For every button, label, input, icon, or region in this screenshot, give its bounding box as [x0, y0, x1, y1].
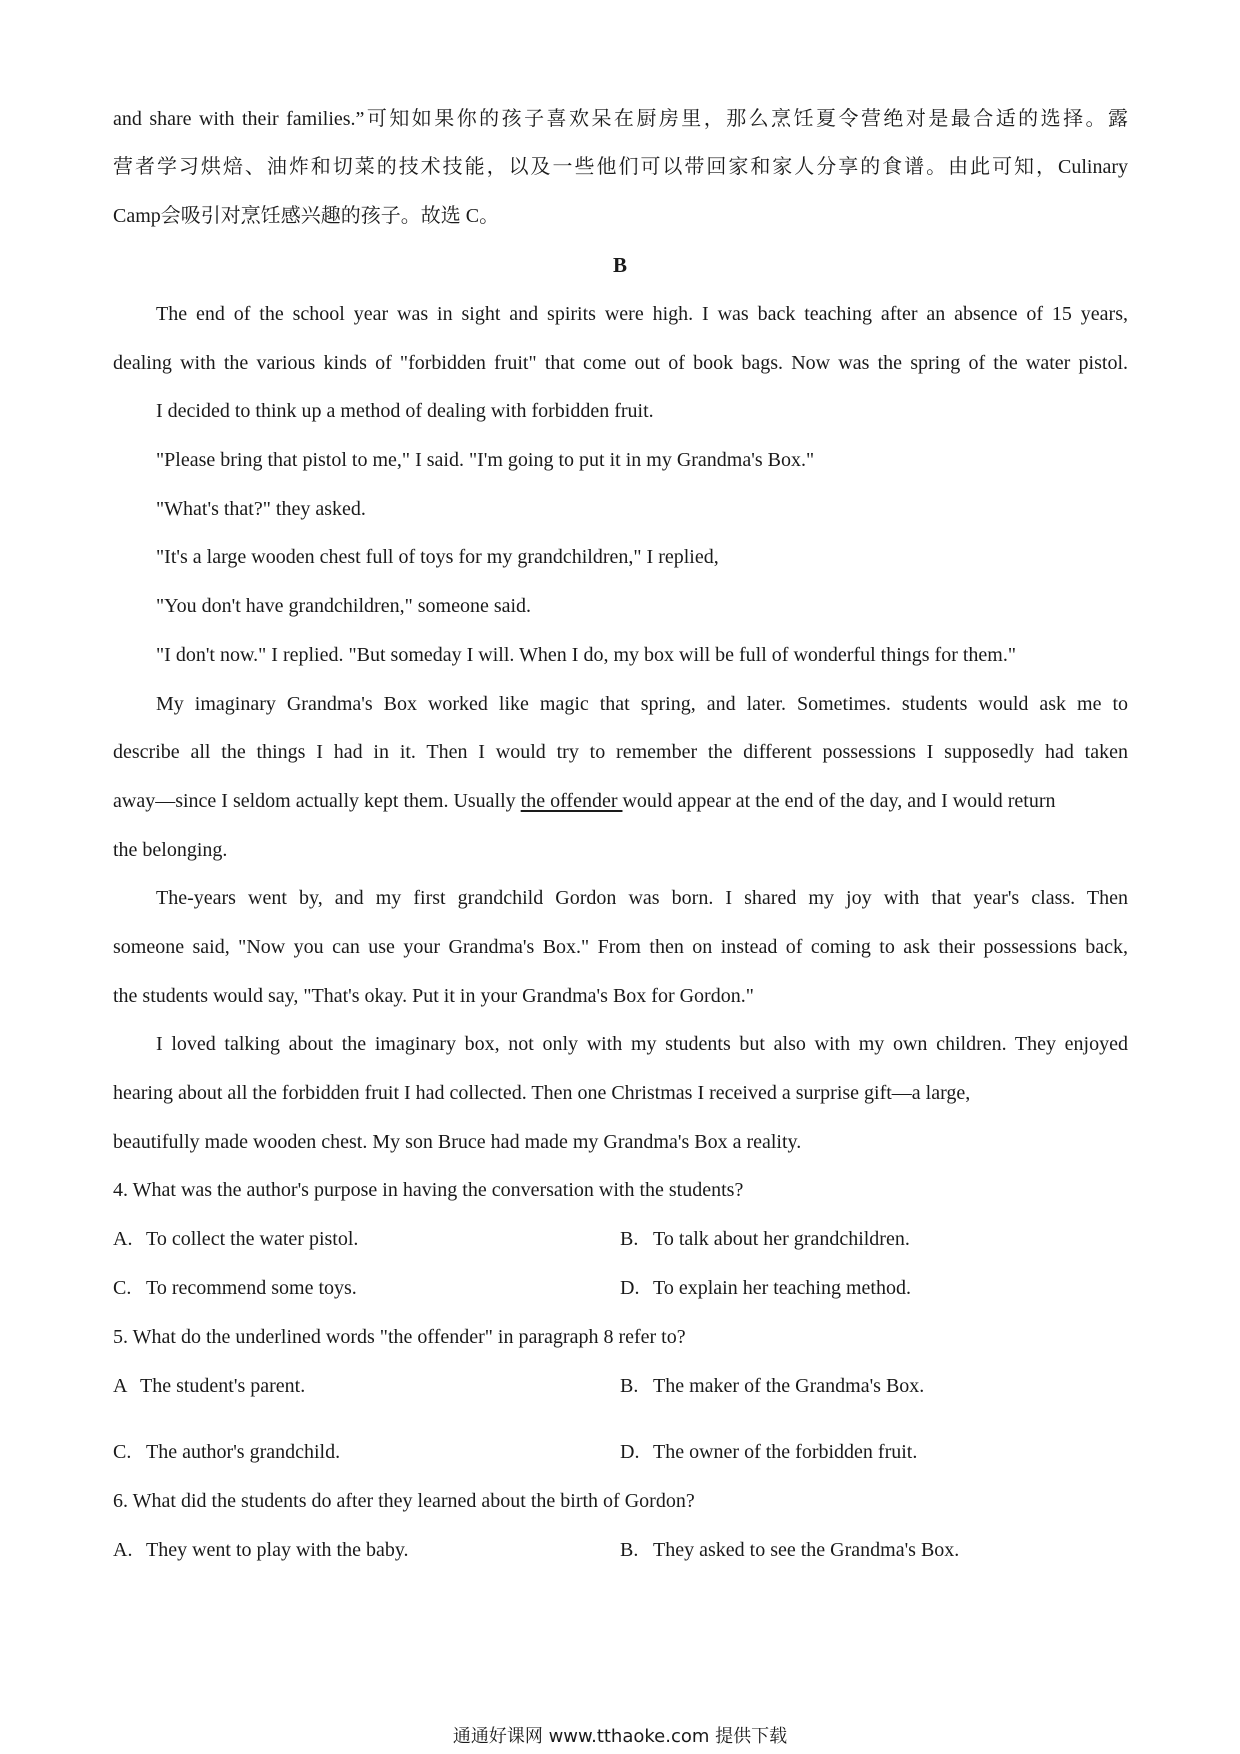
passage-p4: "What's that?" they asked. — [156, 498, 366, 520]
question-5-option-c[interactable] — [113, 1437, 340, 1467]
option-text: To recommend some toys. — [146, 1277, 357, 1299]
option-letter: C. — [113, 1277, 132, 1299]
option-text: The maker of the Grandma's Box. — [653, 1375, 925, 1397]
option-text: They asked to see the Grandma's Box. — [653, 1539, 960, 1561]
passage-p3: "Please bring that pistol to me," I said. "I'm going to put it in my Grandma's Box." — [156, 449, 815, 471]
passage-p8-line-3-start: away—since I seldom actually kept them. Usually — [113, 790, 521, 812]
option-letter: A — [113, 1375, 128, 1397]
passage-p8-line-1: My imaginary Grandma's Box worked like magic that spring, and later. Sometimes. students would ask me to — [156, 693, 1128, 715]
passage-p6: "You don't have grandchildren," someone said. — [156, 595, 532, 617]
passage-p8-line-4: the belonging. — [113, 839, 228, 861]
question-5-option-a[interactable] — [113, 1371, 305, 1401]
option-letter: B. — [620, 1375, 639, 1397]
question-4-option-d[interactable] — [620, 1273, 911, 1303]
passage-p7: "I don't now." I replied. "But someday I will. When I do, my box will be full of wonderful things for them." — [156, 644, 1017, 666]
option-text: The student's parent. — [140, 1375, 306, 1397]
question-6-option-b[interactable] — [620, 1535, 959, 1565]
option-letter: A. — [113, 1539, 133, 1561]
option-letter: C. — [113, 1441, 132, 1463]
passage-p5: "It's a large wooden chest full of toys for my grandchildren," I replied, — [156, 546, 719, 568]
question-5-option-d[interactable] — [620, 1437, 917, 1467]
question-4-stem: 4. What was the author's purpose in having the conversation with the students? — [113, 1179, 744, 1201]
passage-p10-line-2: hearing about all the forbidden fruit I had collected. Then one Christmas I received a surprise gift—a large, — [113, 1082, 971, 1104]
question-6-stem: 6. What did the students do after they learned about the birth of Gordon? — [113, 1490, 695, 1512]
passage-p9-line-2: someone said, "Now you can use your Grandma's Box." From then on instead of coming to ask their possessions back, — [113, 936, 1128, 958]
option-text: The owner of the forbidden fruit. — [653, 1441, 918, 1463]
option-letter: D. — [620, 1277, 640, 1299]
passage-p8-line-3 — [113, 786, 1128, 816]
page-footer: 通通好课网 www.tthaoke.com 提供下载 — [452, 1726, 788, 1747]
passage-p8-line-3-end: would appear at the end of the day, and I would return — [622, 790, 1056, 812]
option-text: To explain her teaching method. — [653, 1277, 911, 1299]
passage-p10-line-3: beautifully made wooden chest. My son Bruce had made my Grandma's Box a reality. — [113, 1131, 802, 1153]
option-text: To talk about her grandchildren. — [653, 1228, 910, 1250]
passage-p10-line-1: I loved talking about the imaginary box, not only with my students but also with my own children. They enjoyed — [156, 1033, 1128, 1055]
passage-p1-line-2: dealing with the various kinds of "forbidden fruit" that come out of book bags. Now was the spring of the water pistol. — [113, 352, 1128, 374]
question-4-option-a[interactable] — [113, 1224, 358, 1254]
intro-line-2: 营者学习烘焙、油炸和切菜的技术技能，以及一些他们可以带回家和家人分享的食谱。由此可知，Culinary — [113, 156, 1128, 178]
section-heading: B — [612, 253, 627, 277]
passage-p8-line-2: describe all the things I had in it. Then I would try to remember the different possessions I supposedly had taken — [113, 741, 1128, 763]
option-text: The author's grandchild. — [146, 1441, 341, 1463]
question-6-option-a[interactable] — [113, 1535, 409, 1565]
intro-line-1: and share with their families.”可知如果你的孩子喜欢呆在厨房里，那么烹饪夏令营绝对是最合适的选择。露 — [113, 108, 1128, 130]
passage-p9-line-3: the students would say, "That's okay. Put it in your Grandma's Box for Gordon." — [113, 985, 754, 1007]
option-letter: A. — [113, 1228, 133, 1250]
passage-p2: I decided to think up a method of dealing with forbidden fruit. — [156, 400, 654, 422]
option-text: They went to play with the baby. — [146, 1539, 409, 1561]
option-letter: D. — [620, 1441, 640, 1463]
question-4-option-c[interactable] — [113, 1273, 357, 1303]
question-4-option-b[interactable] — [620, 1224, 910, 1254]
passage-p9-line-1: The-years went by, and my first grandchild Gordon was born. I shared my joy with that year's class. Then — [156, 887, 1128, 909]
question-5-stem: 5. What do the underlined words "the offender" in paragraph 8 refer to? — [113, 1326, 686, 1348]
option-letter: B. — [620, 1539, 639, 1561]
intro-line-3: Camp会吸引对烹饪感兴趣的孩子。故选 C。 — [113, 205, 500, 227]
option-letter: B. — [620, 1228, 639, 1250]
option-text: To collect the water pistol. — [146, 1228, 359, 1250]
question-5-option-b[interactable] — [620, 1371, 924, 1401]
passage-p1-line-1: The end of the school year was in sight and spirits were high. I was back teaching after an absence of 15 years, — [156, 303, 1128, 325]
underlined-the-offender: the offender — [520, 790, 623, 812]
